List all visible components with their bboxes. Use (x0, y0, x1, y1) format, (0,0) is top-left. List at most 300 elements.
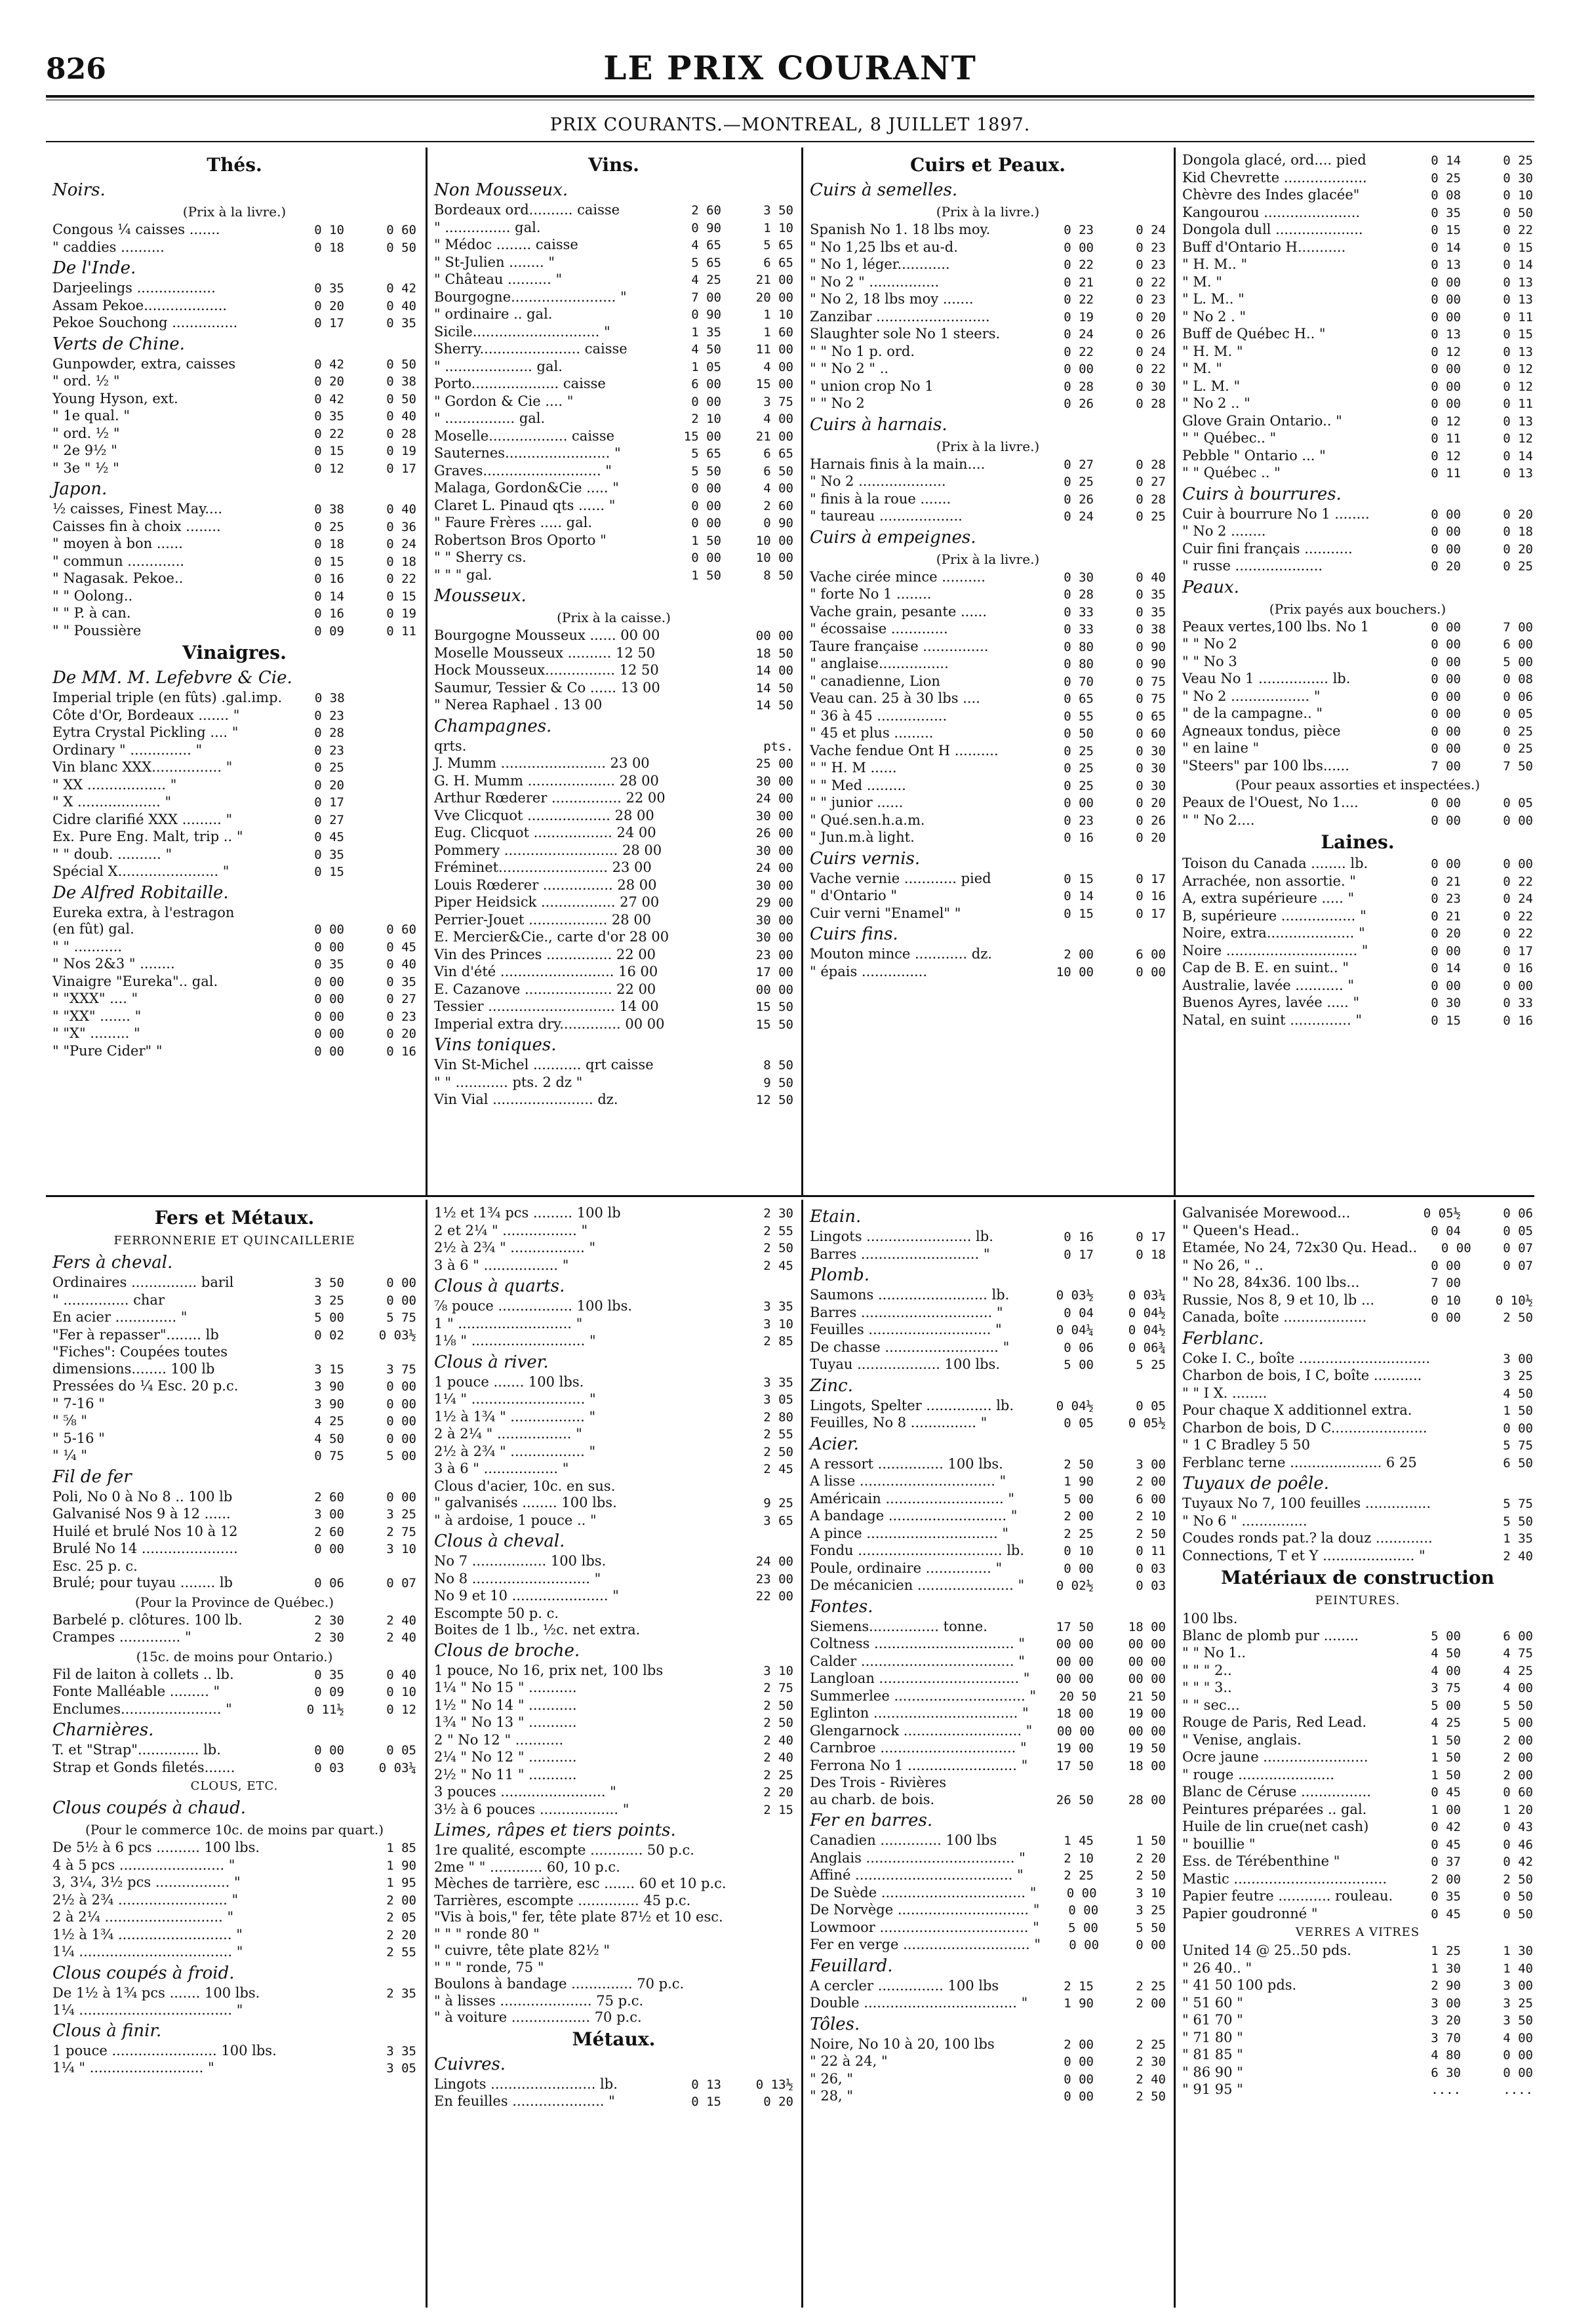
price-row (810, 743, 1166, 760)
price-high: 2 50 (763, 1444, 793, 1459)
price-row (434, 1374, 793, 1392)
item-name: Young Hyson, ext. (52, 390, 178, 406)
item-name: Lingots ........................ lb. (810, 1229, 993, 1244)
price-row (52, 1892, 416, 1910)
price-low: 1 90 (1064, 1996, 1094, 2011)
price-row (52, 1413, 416, 1430)
item-name: " 5-16 " (52, 1430, 105, 1446)
price-row (434, 680, 793, 698)
price-high: 0 05 (386, 1743, 416, 1758)
price-high: 2 30 (763, 1206, 793, 1221)
item-name: " Nerea Raphael . 13 00 (434, 697, 603, 713)
price-low: 0 06 (1064, 1340, 1094, 1355)
price-high: 6 00 (1136, 1491, 1166, 1507)
price-row (1182, 187, 1533, 205)
price-row (1182, 448, 1533, 465)
item-name: " de la campagne.. " (1182, 705, 1323, 721)
price-row (434, 894, 793, 912)
subsection-title: Cuirs à empeignes. (810, 527, 976, 547)
price-high: 25 00 (755, 757, 793, 771)
item-name: Cuir à bourrure No 1 ........ (1182, 505, 1370, 522)
price-high: 8 50 (763, 568, 793, 583)
price-row (434, 964, 793, 981)
price-high: 3 10 (763, 1316, 793, 1331)
item-name: " M. " (1182, 361, 1222, 376)
item-name: " bouillie " (1182, 1836, 1256, 1852)
price-row (52, 2060, 416, 2078)
price-high: 5 00 (386, 1449, 416, 1463)
price-row (1182, 1819, 1533, 1836)
item-name: " 26, " (810, 2070, 854, 2087)
item-name: " " Med ......... (810, 777, 906, 793)
price-high: 0 65 (1136, 709, 1166, 724)
item-name: " " " 2.. (1182, 1662, 1232, 1678)
item-name: " finis à la roue ....... (810, 490, 951, 507)
price-low: 2 00 (1064, 1509, 1094, 1524)
item-name: Vache cirée mince .......... (810, 568, 986, 585)
price-high: 0 00 (386, 1414, 416, 1428)
price-row (1182, 873, 1533, 891)
price-low: 7 00 (1431, 1276, 1461, 1290)
price-high: 0 75 (1136, 674, 1166, 689)
price-high: 3 25 (1136, 1903, 1166, 1918)
price-low: 0 23 (314, 743, 344, 758)
price-high: 6 00 (1503, 1628, 1533, 1644)
price-row (434, 1333, 793, 1350)
item-name: Kangourou ...................... (1182, 204, 1361, 220)
item-name: 3 à 6 " ................. " (434, 1257, 569, 1273)
price-high: 0 20 (386, 1027, 416, 1041)
subsection-title: Clous à finir. (52, 2020, 162, 2041)
price-low: 2 00 (1064, 947, 1094, 962)
price-low: 0 00 (691, 394, 721, 409)
item-name: " No 2 .................. " (1182, 688, 1321, 704)
item-name: Canada, boîte ................... (1182, 1309, 1367, 1325)
item-name: Feuilles, No 8 ............... " (810, 1415, 987, 1430)
price-high: 0 50 (1503, 1906, 1533, 1921)
price-low: 0 00 (314, 974, 344, 989)
price-row (1182, 1350, 1533, 1368)
column-rule (1174, 1200, 1176, 2308)
price-high: 23 00 (755, 1571, 793, 1586)
price-low: 5 65 (691, 446, 721, 461)
item-name: Moselle Mousseux .......... 12 50 (434, 644, 656, 661)
price-high: 0 17 (1136, 906, 1166, 921)
item-name: 1½ à 1¾ " ................. " (434, 1408, 596, 1425)
price-high: 2 25 (1136, 1979, 1166, 1994)
price-low: 5 00 (1064, 1491, 1094, 1507)
price-row (434, 1893, 793, 1910)
item-name: Chèvre des Indes glacée" (1182, 187, 1360, 203)
price-low: 0 00 (1064, 2072, 1094, 2087)
price-row (434, 645, 793, 663)
item-name: dimensions........ 100 lb (52, 1360, 215, 1377)
price-low: 0 35 (1431, 205, 1461, 220)
price-low: 0 00 (1431, 978, 1461, 993)
price-note: (Pour la Province de Québec.) (134, 1594, 334, 1610)
price-low: 0 25 (1064, 743, 1094, 758)
price-row (810, 656, 1166, 673)
item-name: Coke I. C., boîte .............................. (1182, 1350, 1431, 1366)
column-rule (801, 1200, 803, 2308)
price-row (434, 324, 793, 342)
price-high: 9 25 (763, 1496, 793, 1510)
price-row (1182, 688, 1533, 706)
item-name: " 41 50 100 pds. (1182, 1977, 1297, 1993)
item-name: Carnbroe ............................... " (810, 1740, 1027, 1756)
price-low: 6 00 (691, 377, 721, 391)
price-high: 0 28 (386, 426, 416, 441)
item-name: Vin St-Michel ........... qrt caisse (434, 1057, 654, 1073)
item-name: " "X" ......... " (52, 1025, 140, 1041)
price-low: 0 00 (1069, 1938, 1100, 1952)
item-name: " ............... char (52, 1291, 165, 1308)
price-row (810, 1287, 1166, 1305)
price-high: 5 00 (1503, 1716, 1533, 1730)
item-name: " taureau ................... (810, 508, 963, 524)
price-row (810, 256, 1166, 274)
item-name: A, extra supérieure ..... " (1182, 890, 1355, 906)
price-low: 4 50 (1431, 1646, 1461, 1661)
subsection-title: Zinc. (810, 1375, 853, 1396)
item-name: Fonte Malléable ......... " (52, 1684, 220, 1699)
subsection-title: Acier. (810, 1434, 859, 1454)
price-row (52, 1541, 416, 1558)
price-row (810, 222, 1166, 239)
price-high: 0 46 (1503, 1837, 1533, 1852)
price-low: 17 50 (1056, 1619, 1094, 1634)
item-name: Eglinton ................................. " (810, 1705, 1029, 1721)
subsection-title: Clous coupés à froid. (52, 1963, 235, 1983)
price-low: 0 50 (1064, 726, 1094, 741)
price-high: 3 25 (1503, 1996, 1533, 2011)
price-row (52, 1629, 416, 1647)
price-low: 3 70 (1431, 2030, 1461, 2045)
item-name: " commun ............. (52, 553, 185, 569)
item-name: " épais ............... (810, 963, 928, 979)
item-name: Vache grain, pesante ...... (810, 603, 987, 620)
price-row (434, 567, 793, 585)
price-high: 0 16 (1136, 889, 1166, 903)
price-high: 0 12 (1503, 362, 1533, 376)
price-high: 0 15 (386, 589, 416, 604)
item-name: Barres ........................... " (810, 1246, 990, 1262)
price-row (52, 1575, 416, 1592)
price-low: 0 25 (1064, 761, 1094, 776)
price-high: 0 10½ (1495, 1293, 1533, 1308)
item-name: Spanish No 1. 18 lbs moy. (810, 222, 991, 237)
price-row (52, 315, 416, 332)
price-high: 2 40 (1136, 2072, 1166, 2087)
price-high: 00 00 (1128, 1637, 1166, 1651)
price-low: 6 30 (1431, 2065, 1461, 2080)
price-high: 12 50 (755, 1093, 793, 1107)
price-high: 5 75 (386, 1310, 416, 1325)
price-row (1182, 758, 1533, 776)
price-high: 2 20 (1136, 1851, 1166, 1866)
price-low: 0 35 (1431, 1889, 1461, 1904)
price-low: 4 65 (691, 238, 721, 252)
item-name: " No 2, 18 lbs moy ....... (810, 291, 974, 307)
price-row (434, 1391, 793, 1409)
item-name: 2 à 2¼ " ................. " (434, 1426, 582, 1442)
price-low: 3 90 (314, 1396, 344, 1411)
price-row (434, 515, 793, 532)
price-row (1182, 925, 1533, 943)
item-name: Poule, ordinaire ............... " (810, 1560, 1003, 1576)
price-low: 0 22 (1064, 292, 1094, 307)
subsection-title: Clous de broche. (434, 1640, 580, 1661)
price-high: 0 19 (386, 606, 416, 621)
item-name: " " No 1 p. ord. (810, 343, 915, 359)
item-name: Huilé et brulé Nos 10 à 12 (52, 1523, 238, 1539)
price-row (1182, 395, 1533, 413)
price-low: 0 13 (1431, 327, 1461, 342)
price-high: 8 50 (763, 1058, 793, 1073)
price-row (434, 1512, 793, 1530)
price-note: (Prix payés aux bouchers.) (1269, 601, 1446, 617)
item-name: "Fiches": Coupées toutes (52, 1344, 228, 1360)
price-high: 0 30 (1136, 778, 1166, 793)
price-low: 0 65 (1064, 692, 1094, 706)
price-row (810, 1775, 1166, 1792)
price-row (52, 443, 416, 460)
price-high: 18 00 (1128, 1758, 1166, 1773)
item-name: Rouge de Paris, Red Lead. (1182, 1714, 1367, 1730)
price-row (52, 777, 416, 795)
price-row (1182, 1697, 1533, 1715)
price-row (1182, 740, 1533, 758)
price-high: 2 50 (763, 1241, 793, 1255)
price-high: 0 50 (386, 391, 416, 406)
price-high: 0 40 (386, 1667, 416, 1682)
price-row (434, 755, 793, 773)
price-high: 2 75 (386, 1524, 416, 1539)
price-low: 0 00 (1431, 724, 1461, 739)
item-name: " " ............ pts. 2 dz " (434, 1074, 583, 1090)
item-name: 1⅛ " .......................... " (434, 1333, 596, 1349)
price-high: 00 00 (755, 629, 793, 643)
item-name: Mouton mince ............ dz. (810, 946, 992, 962)
price-high: 0 20 (1136, 796, 1166, 810)
price-row (1182, 2064, 1533, 2082)
price-high: 0 20 (763, 2095, 793, 2109)
item-name: " "XX" ....... " (52, 1008, 142, 1024)
item-name: " " junior ...... (810, 795, 904, 810)
price-high: 4 00 (1503, 2030, 1533, 2045)
item-name: " " Poussière (52, 622, 142, 639)
item-name: Bourgogne Mousseux ...... 00 00 (434, 627, 660, 643)
item-name: Toison du Canada ........ lb. (1182, 856, 1368, 871)
price-note: (Prix à la livre.) (182, 204, 287, 220)
price-high: 2 50 (1503, 1872, 1533, 1887)
price-low: 4 25 (1431, 1716, 1461, 1730)
price-low: 0 38 (314, 691, 345, 705)
price-row (434, 773, 793, 791)
item-name: A bandage ........................... " (810, 1508, 1018, 1524)
price-row (810, 829, 1166, 847)
price-high: 0 38 (386, 374, 416, 389)
price-row (1182, 1784, 1533, 1802)
price-high: 0 24 (386, 537, 416, 551)
price-low: 0 00 (1431, 689, 1461, 704)
subsection-title: Mousseux. (434, 586, 527, 606)
item-name: Cidre clarifié XXX ......... " (52, 811, 233, 827)
price-high: 2 40 (386, 1630, 416, 1645)
price-low: 2 60 (691, 203, 721, 218)
price-row (1182, 2030, 1533, 2047)
price-low: 2 90 (1431, 1979, 1461, 1993)
price-low: 5 00 (314, 1310, 344, 1325)
item-name: " " No 2 " .. (810, 361, 889, 376)
price-column-cuirs (810, 152, 1166, 1191)
price-high: 15 50 (755, 1000, 793, 1014)
price-high: 4 00 (763, 412, 793, 426)
price-high: 0 45 (386, 939, 416, 955)
price-high: 0 16 (1503, 1013, 1533, 1028)
price-high: 15 00 (755, 377, 793, 391)
item-name: Brulé No 14 ...................... (52, 1541, 238, 1556)
price-row (1182, 654, 1533, 671)
item-name: " 7-16 " (52, 1395, 105, 1411)
price-low: 0 23 (314, 708, 344, 723)
item-name: " " " ronde 80 " (434, 1925, 540, 1942)
price-low: 0 16 (1064, 1230, 1094, 1244)
subsection-title: Champagnes. (434, 716, 552, 736)
price-low: 0 20 (314, 298, 344, 313)
price-row (1182, 309, 1533, 326)
price-high: 3 10 (1136, 1885, 1166, 1901)
item-name: " ............... gal. (434, 219, 541, 235)
price-row (52, 1043, 416, 1061)
item-name: Arrachée, non assortie. " (1182, 873, 1356, 889)
section-title: Fers et Métaux. (154, 1207, 315, 1229)
price-high: 6 50 (1503, 1455, 1533, 1470)
price-high: 0 06 (1503, 689, 1533, 704)
price-row (434, 393, 793, 411)
item-name: 3, 3¼, 3½ pcs ................. " (52, 1874, 241, 1890)
price-row (434, 2009, 793, 2026)
item-name: qrts. (434, 738, 467, 754)
item-name: " " sec... (1182, 1697, 1240, 1713)
price-high: 30 00 (755, 930, 793, 945)
price-row (810, 1832, 1166, 1850)
price-row (810, 1543, 1166, 1560)
price-low: 4 50 (691, 342, 721, 357)
price-row (810, 508, 1166, 526)
price-low: 0 00 (691, 498, 721, 513)
dateline-rule (46, 141, 1534, 142)
price-high: 2 30 (1136, 2055, 1166, 2069)
section-title: Thés. (207, 154, 262, 176)
price-low: 0 24 (1064, 327, 1094, 342)
price-row (810, 361, 1166, 378)
price-low: 0 14 (1431, 153, 1461, 168)
price-high: 0 24 (1503, 892, 1533, 906)
price-high: 1 30 (1503, 1944, 1533, 1958)
price-high: 0 00 (386, 1293, 416, 1308)
price-high: 0 22 (1503, 874, 1533, 889)
price-high: 0 05 (1136, 1398, 1166, 1413)
price-high: 0 25 (1503, 559, 1533, 574)
price-high: 14 50 (755, 680, 793, 696)
price-high: 30 00 (755, 843, 793, 858)
item-name: Escompte 50 p. c. (434, 1605, 559, 1621)
price-high: 3 05 (386, 2061, 416, 2076)
item-name: Slaughter sole No 1 steers. (810, 326, 1001, 342)
item-name: " " No 2 (1182, 636, 1237, 652)
item-name: Cuir fini français ........... (1182, 540, 1353, 557)
price-low: 0 25 (314, 519, 344, 534)
price-high: 0 36 (386, 519, 416, 534)
item-name: No 7 ................. 100 lbs. (434, 1553, 607, 1569)
price-row (434, 1588, 793, 1605)
price-row (52, 863, 416, 881)
section-title: Cuirs et Peaux. (909, 154, 1066, 176)
item-name: " No 6 " ............... (1182, 1512, 1307, 1529)
price-row (52, 1274, 416, 1292)
price-low: 0 00 (314, 1009, 344, 1024)
item-name: Taure française ............... (810, 638, 989, 654)
item-name: E. Cazanove .................... 22 00 (434, 981, 656, 997)
price-row (810, 1758, 1166, 1775)
price-high: 30 00 (755, 808, 793, 823)
price-low: 0 22 (1064, 258, 1094, 272)
price-row (52, 298, 416, 315)
price-low: 2 00 (1431, 1872, 1461, 1887)
subsection-title: De Alfred Robitaille. (52, 882, 229, 903)
price-low: 0 20 (314, 374, 344, 389)
price-high: 1 35 (1503, 1531, 1533, 1546)
price-high: 5 75 (1503, 1497, 1533, 1511)
price-high: 1 90 (386, 1858, 416, 1873)
price-row (52, 536, 416, 553)
price-low: 0 80 (1064, 657, 1094, 671)
price-high: 3 05 (763, 1392, 793, 1407)
item-name: De chasse .......................... " (810, 1339, 1010, 1355)
price-low: 2 10 (691, 412, 721, 426)
item-name: Boulons à bandage .............. 70 p.c. (434, 1976, 685, 1992)
item-name: " No 2 ........ (1182, 523, 1266, 539)
item-name: " ordinaire .. gal. (434, 306, 553, 322)
item-name: Ocre jaune ........................ (1182, 1749, 1368, 1765)
price-high: 0 10 (1503, 188, 1533, 203)
item-name: Tuyau ................... 100 lbs. (810, 1356, 1000, 1372)
price-low: 0 38 (314, 502, 344, 517)
price-column-fers (52, 1205, 416, 2306)
item-name: " 91 95 " (1182, 2081, 1243, 2097)
subsection-title: Verts de Chine. (52, 334, 185, 354)
item-name: " H. M. " (1182, 343, 1243, 359)
price-high: 0 22 (1503, 926, 1533, 941)
price-low: 0 00 (1431, 741, 1461, 756)
price-high: 0 06 (1503, 1206, 1533, 1221)
item-name: Américain ........................... " (810, 1490, 1015, 1507)
item-name: 1¼ ................................... " (52, 1944, 243, 1960)
item-name: Coudes ronds pat.? la douz ............. (1182, 1530, 1433, 1546)
price-row (434, 1205, 793, 1223)
price-row (810, 378, 1166, 396)
item-name: Bourgogne........................ " (434, 288, 627, 305)
price-high: 4 75 (1503, 1646, 1533, 1661)
price-high: 0 05 (1503, 1223, 1533, 1238)
price-row (810, 456, 1166, 474)
price-row (1182, 619, 1533, 637)
price-high: 0 26 (1136, 327, 1166, 342)
price-row (434, 1622, 793, 1639)
price-row (52, 1327, 416, 1345)
price-row (52, 1985, 416, 2003)
